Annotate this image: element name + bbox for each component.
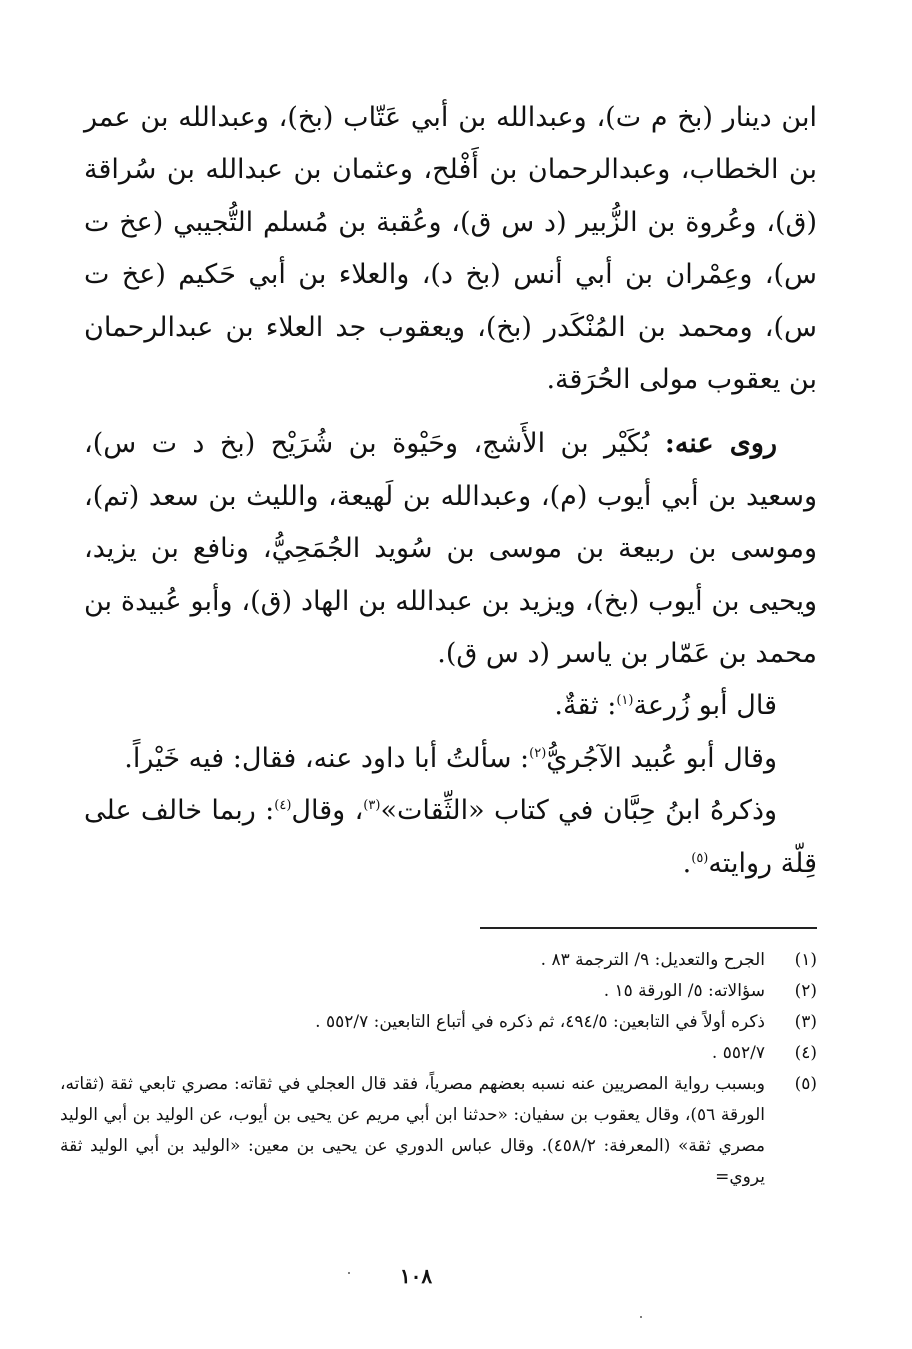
ajurri-text: وقال أبو عُبيد الآجُريُّ (546, 742, 777, 774)
footnote-ref-1[interactable]: (١) (616, 693, 634, 709)
ajurri-verdict: : سألتُ أبا داود عنه، فقال: فيه خَيْراً. (124, 742, 530, 774)
narrators-from-text: ابن دينار (بخ م ت)، وعبدالله بن أبي عَتّاب (بخ)، وعبدالله بن عمر بن الخطاب، وعبدالرحمان بن أَفْلح، وعثمان بن عبدالله بن سُراقة (ق)، وعُروة بن الزُّبير (د س ق)، وعُقبة بن مُسلم التُّجيبي (عخ ت س)، وعِمْران بن أبي أنس (بخ د)، والعلاء بن أبي حَكيم (عخ ت س)، ومحمد بن المُنْكَدر (بخ)، ويعقوب جد العلاء بن عبدالرحمان بن يعقوب مولى الحُرَقة. (84, 102, 817, 396)
footnote-number: (١) (794, 950, 817, 970)
footnote-ref-2[interactable]: (٢) (529, 745, 547, 761)
ajurri-paragraph (84, 733, 817, 785)
footnote-text: وبسبب رواية المصريين عنه نسبه بعضهم مصرياً، فقد قال العجلي في ثقاته: مصري تابعي ثقة (ثقاته، الورقة ٥٦)، وقال يعقوب بن سفيان: «حدثنا ابن أبي مريم عن يحيى بن أيوب، عن الوليد بن أبي الوليد مصري ثقة» (المعرفة: ٤٥٨/٢). وقال عباس الدوري عن يحيى بن معين: «الوليد بن أبي الوليد ثقة يروي= (60, 1074, 765, 1187)
scan-speck (640, 1316, 642, 1318)
abu-zura-paragraph (84, 680, 817, 732)
footnote-ref-3[interactable]: (٣) (363, 798, 381, 814)
footnote-text: ٥٥٢/٧ . (711, 1043, 765, 1063)
footnote-4 (60, 1038, 817, 1069)
footnote-5 (60, 1069, 817, 1193)
footnote-ref-5[interactable]: (٥) (691, 850, 709, 866)
footnote-number: (٤) (794, 1043, 817, 1063)
footnote-text: الجرح والتعديل: ٩/ الترجمة ٨٣ . (540, 950, 765, 970)
ibn-hibban-text-3: : ربما خالف على قِلّة روايته (84, 795, 817, 879)
ibn-hibban-text: وذكرهُ ابنُ حِبَّان في كتاب «الثِّقات» (380, 795, 778, 827)
footnote-1 (60, 945, 817, 976)
ibn-hibban-end: . (682, 847, 692, 879)
footnote-number: (٥) (794, 1074, 817, 1094)
footnote-ref-4[interactable]: (٤) (274, 798, 292, 814)
narrated-by-text: بُكَيْر بن الأَشج، وحَيْوة بن شُرَيْح (بخ د ت س)، وسعيد بن أبي أيوب (م)، وعبدالله بن لَهيعة، والليث بن سعد (تم)، وموسى بن ربيعة بن موسى بن سُويد الجُمَحِيُّ، ونافع بن يزيد، ويحيى بن أيوب (بخ)، ويزيد بن عبدالله بن الهاد (ق)، وأبو عُبيدة بن محمد بن عَمّار بن ياسر (د س ق). (84, 428, 817, 670)
main-text (84, 92, 817, 890)
footnote-3 (60, 1007, 817, 1038)
footnote-2 (60, 976, 817, 1007)
footnotes (60, 945, 817, 1193)
footnote-text: ذكره أولاً في التابعين: ٤٩٤/٥، ثم ذكره في أتباع التابعين: ٥٥٢/٧ . (315, 1012, 765, 1032)
page-number: ١٠٨ (399, 1264, 433, 1288)
abu-zura-verdict: : ثقةٌ. (554, 690, 617, 722)
scan-speck (348, 1272, 350, 1274)
footnote-text: سؤالاته: ٥/ الورقة ١٥ . (603, 981, 765, 1001)
abu-zura-text: قال أبو زُرعة (633, 690, 777, 722)
footnote-separator (480, 927, 817, 929)
footnote-number: (٢) (794, 981, 817, 1001)
narrators-from-paragraph (84, 92, 817, 406)
narrated-by-lead: روى عنه: (664, 428, 777, 460)
ibn-hibban-text-2: ، وقال (291, 795, 364, 827)
narrated-by-paragraph (84, 418, 817, 680)
footnote-number: (٣) (794, 1012, 817, 1032)
ibn-hibban-paragraph (84, 785, 817, 890)
